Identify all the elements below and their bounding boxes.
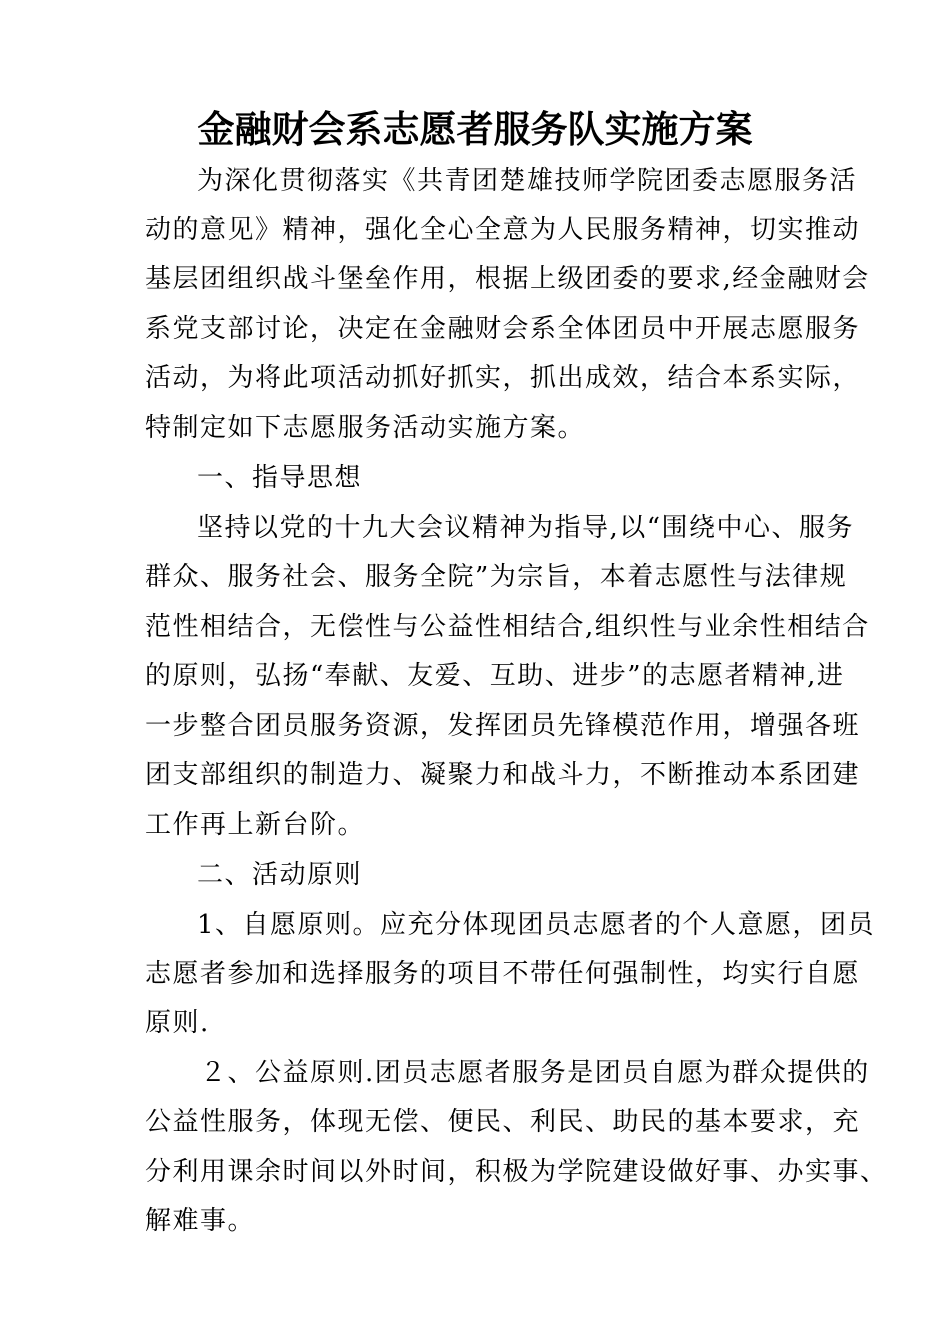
intro-line-2: 动的意见》精神，强化全心全意为人民服务精神，切实推动	[145, 215, 861, 245]
principle2-line-4: 解难事。	[145, 1206, 256, 1236]
guiding-line-1: 坚持以党的十九大会议精神为指导,以“围绕中心、服务	[197, 513, 855, 543]
principle1-line-2: 志愿者参加和选择服务的项目不带任何强制性，均实行自愿	[145, 959, 861, 989]
intro-line-5: 活动，为将此项活动抓好抓实，抓出成效，结合本系实际，	[145, 363, 861, 393]
guiding-line-4: 的原则，弘扬“奉献、友爱、互助、进步”的志愿者精神,进	[145, 661, 845, 691]
principle1-line-1: 1、自愿原则。应充分体现团员志愿者的个人意愿，团员	[197, 910, 876, 940]
intro-line-6: 特制定如下志愿服务活动实施方案。	[145, 413, 586, 443]
intro-line-1: 为深化贯彻落实《共青团楚雄技师学院团委志愿服务活	[197, 166, 858, 196]
intro-line-3: 基层团组织战斗堡垒作用，根据上级团委的要求,经金融财会	[145, 264, 870, 294]
section-heading-principles: 二、活动原则	[197, 860, 363, 890]
guiding-line-3: 范性相结合，无偿性与公益性相结合,组织性与业余性相结合	[145, 612, 870, 642]
guiding-line-7: 工作再上新台阶。	[145, 810, 366, 840]
guiding-line-2: 群众、服务社会、服务全院”为宗旨，本着志愿性与法律规	[145, 562, 848, 592]
guiding-line-6: 团支部组织的制造力、凝聚力和战斗力，不断推动本系团建	[145, 760, 861, 790]
intro-line-4: 系党支部讨论，决定在金融财会系全体团员中开展志愿服务	[145, 314, 861, 344]
document-title: 金融财会系志愿者服务队实施方案	[197, 107, 753, 151]
principle2-line-1: ２、公益原则.团员志愿者服务是团员自愿为群众提供的	[200, 1058, 870, 1088]
principle1-line-3: 原则.	[145, 1008, 210, 1038]
section-heading-guiding: 一、指导思想	[197, 463, 363, 493]
guiding-line-5: 一步整合团员服务资源，发挥团员先锋模范作用，增强各班	[145, 711, 861, 741]
principle2-line-3: 分利用课余时间以外时间，积极为学院建设做好事、办实事、	[145, 1157, 888, 1187]
principle2-line-2: 公益性服务，体现无偿、便民、利民、助民的基本要求，充	[145, 1107, 861, 1137]
